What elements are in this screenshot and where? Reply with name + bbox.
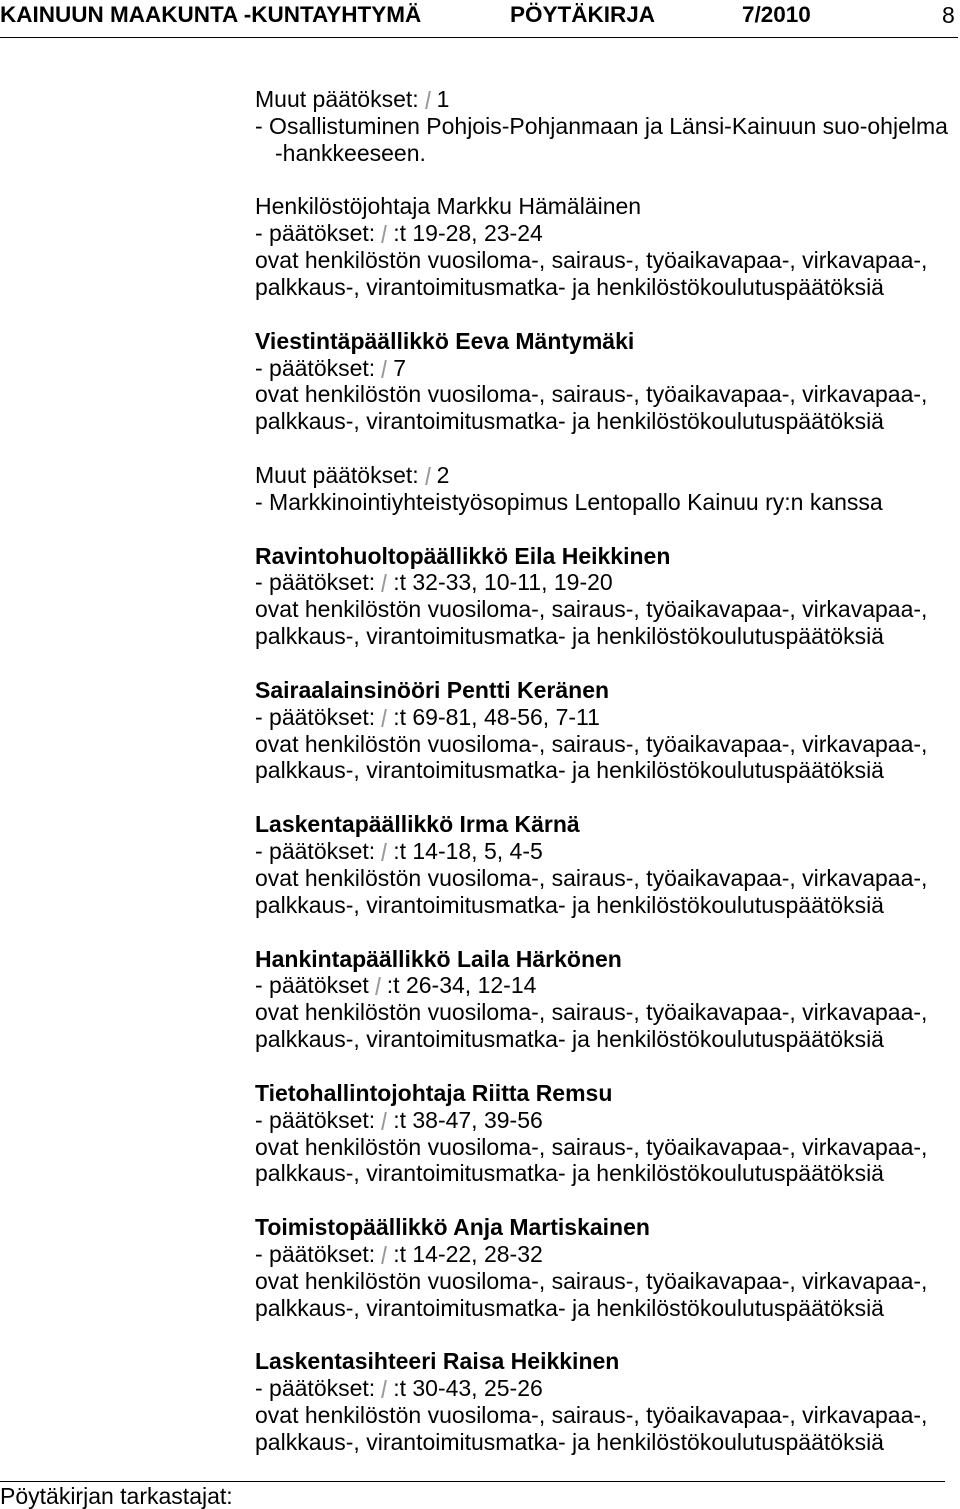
other-decisions-number: 1 xyxy=(436,86,450,112)
official-decisions-section xyxy=(255,1348,960,1455)
decisions-line xyxy=(255,972,960,999)
official-title-name: Laskentapäällikkö Irma Kärnä xyxy=(255,811,580,838)
document-number: 7/2010 xyxy=(742,2,811,27)
minutes-reviewers-label: Pöytäkirjan tarkastajat: xyxy=(0,1483,233,1509)
decisions-label: - päätökset: xyxy=(255,838,376,865)
official-decisions-section xyxy=(255,1214,960,1321)
text-line: ovat henkilöstön vuosiloma-, sairaus-, työaikavapaa-, virkavapaa-, xyxy=(255,1267,928,1294)
section-sign-placeholder-icon xyxy=(381,1246,387,1264)
decisions-label: - päätökset: xyxy=(255,1375,376,1402)
official-title-name: Tietohallintojohtaja Riitta Remsu xyxy=(255,1079,613,1106)
text-line: ovat henkilöstön vuosiloma-, sairaus-, työaikavapaa-, virkavapaa-, xyxy=(255,381,928,408)
decisions-label: - päätökset xyxy=(255,972,369,999)
other-decisions-number: 2 xyxy=(436,462,450,489)
section-sign-placeholder-icon xyxy=(381,1112,387,1130)
text-line: palkkaus-, virantoimitusmatka- ja henkilöstökoulutuspäätöksiä xyxy=(255,274,884,301)
section-sign-placeholder-icon xyxy=(381,843,387,861)
official-decisions-section xyxy=(255,677,960,784)
official-decisions-section xyxy=(255,543,960,650)
section-sign-placeholder-icon xyxy=(425,91,431,109)
decisions-numbers: :t 14-22, 28-32 xyxy=(393,1240,543,1267)
text-line: palkkaus-, virantoimitusmatka- ja henkilöstökoulutuspäätöksiä xyxy=(255,1428,884,1455)
decisions-label: - päätökset: xyxy=(255,1240,376,1267)
text-line: palkkaus-, virantoimitusmatka- ja henkilöstökoulutuspäätöksiä xyxy=(255,408,884,435)
decisions-numbers: :t 69-81, 48-56, 7-11 xyxy=(393,703,600,730)
text-line: palkkaus-, virantoimitusmatka- ja henkilöstökoulutuspäätöksiä xyxy=(255,891,884,918)
official-decisions-section xyxy=(255,811,960,918)
decisions-line xyxy=(255,838,960,865)
page-number: 8 xyxy=(942,2,955,28)
decisions-numbers: 7 xyxy=(393,354,406,381)
section-sign-placeholder-icon xyxy=(381,1380,387,1398)
official-title-name: Henkilöstöjohtaja Markku Hämäläinen xyxy=(255,193,642,220)
footer-divider xyxy=(0,1481,945,1482)
decisions-numbers: :t 32-33, 10-11, 19-20 xyxy=(393,569,613,596)
decisions-numbers: :t 38-47, 39-56 xyxy=(393,1106,543,1133)
official-title-name: Hankintapäällikkö Laila Härkönen xyxy=(255,945,622,972)
text-line: palkkaus-, virantoimitusmatka- ja henkilöstökoulutuspäätöksiä xyxy=(255,1160,884,1187)
decisions-numbers: :t 19-28, 23-24 xyxy=(393,220,543,247)
text-line: ovat henkilöstön vuosiloma-, sairaus-, työaikavapaa-, virkavapaa-, xyxy=(255,864,928,891)
decisions-label: - päätökset: xyxy=(255,703,376,730)
decisions-line xyxy=(255,704,960,731)
section-sign-placeholder-icon xyxy=(381,360,387,378)
other-decisions-heading xyxy=(255,462,960,489)
decisions-numbers: :t 14-18, 5, 4-5 xyxy=(393,838,543,865)
text-line: ovat henkilöstön vuosiloma-, sairaus-, työaikavapaa-, virkavapaa-, xyxy=(255,730,928,757)
decisions-line xyxy=(255,1375,960,1402)
official-title-name: Sairaalainsinööri Pentti Keränen xyxy=(255,676,610,703)
text-line: ovat henkilöstön vuosiloma-, sairaus-, työaikavapaa-, virkavapaa-, xyxy=(255,596,928,623)
document-type: PÖYTÄKIRJA xyxy=(510,2,656,27)
text-line: ovat henkilöstön vuosiloma-, sairaus-, työaikavapaa-, virkavapaa-, xyxy=(255,999,928,1026)
text-line: palkkaus-, virantoimitusmatka- ja henkilöstökoulutuspäätöksiä xyxy=(255,1294,884,1321)
text-line: palkkaus-, virantoimitusmatka- ja henkilöstökoulutuspäätöksiä xyxy=(255,623,884,650)
decisions-line xyxy=(255,355,960,382)
text-line: -hankkeeseen. xyxy=(275,139,426,166)
organization-name: KAINUUN MAAKUNTA -KUNTAYHTYMÄ xyxy=(0,2,422,27)
decisions-line xyxy=(255,220,960,247)
text-line: ovat henkilöstön vuosiloma-, sairaus-, työaikavapaa-, virkavapaa-, xyxy=(255,1133,928,1160)
text-line: ovat henkilöstön vuosiloma-, sairaus-, työaikavapaa-, virkavapaa-, xyxy=(255,1402,928,1429)
decisions-numbers: :t 30-43, 25-26 xyxy=(393,1375,543,1402)
minutes-body xyxy=(255,86,960,1456)
decisions-label: - päätökset: xyxy=(255,354,376,381)
other-decisions-section xyxy=(255,462,960,516)
other-decisions-label: Muut päätökset: xyxy=(255,462,419,489)
decisions-numbers: :t 26-34, 12-14 xyxy=(386,972,537,999)
other-decisions-label: Muut päätökset: xyxy=(255,86,419,112)
official-title-name: Viestintäpäällikkö Eeva Mäntymäki xyxy=(255,327,635,354)
text-line: palkkaus-, virantoimitusmatka- ja henkilöstökoulutuspäätöksiä xyxy=(255,1026,884,1053)
decisions-line xyxy=(255,569,960,596)
official-decisions-section xyxy=(255,1080,960,1187)
official-decisions-section xyxy=(255,328,960,435)
section-sign-placeholder-icon xyxy=(425,467,431,485)
official-title-name: Toimistopäällikkö Anja Martiskainen xyxy=(255,1214,650,1241)
decisions-label: - päätökset: xyxy=(255,569,376,596)
header-divider xyxy=(0,37,958,38)
other-decisions-section xyxy=(255,86,960,167)
official-decisions-section xyxy=(255,946,960,1053)
section-sign-placeholder-icon xyxy=(381,225,387,243)
section-sign-placeholder-icon xyxy=(375,977,381,995)
section-sign-placeholder-icon xyxy=(381,574,387,592)
official-title-name: Laskentasihteeri Raisa Heikkinen xyxy=(255,1348,620,1375)
decisions-label: - päätökset: xyxy=(255,220,376,247)
official-decisions-section xyxy=(255,193,960,300)
decisions-line xyxy=(255,1241,960,1268)
text-line: - Osallistuminen Pohjois-Pohjanmaan ja Länsi-Kainuun suo-ohjelma xyxy=(255,112,948,139)
other-decisions-heading xyxy=(255,86,960,113)
text-line: ovat henkilöstön vuosiloma-, sairaus-, työaikavapaa-, virkavapaa-, xyxy=(255,247,928,274)
decisions-line xyxy=(255,1107,960,1134)
official-title-name: Ravintohuoltopäällikkö Eila Heikkinen xyxy=(255,542,671,569)
text-line: palkkaus-, virantoimitusmatka- ja henkilöstökoulutuspäätöksiä xyxy=(255,757,884,784)
text-line: - Markkinointiyhteistyösopimus Lentopallo Kainuu ry:n kanssa xyxy=(255,488,883,515)
section-sign-placeholder-icon xyxy=(381,709,387,727)
decisions-label: - päätökset: xyxy=(255,1106,376,1133)
